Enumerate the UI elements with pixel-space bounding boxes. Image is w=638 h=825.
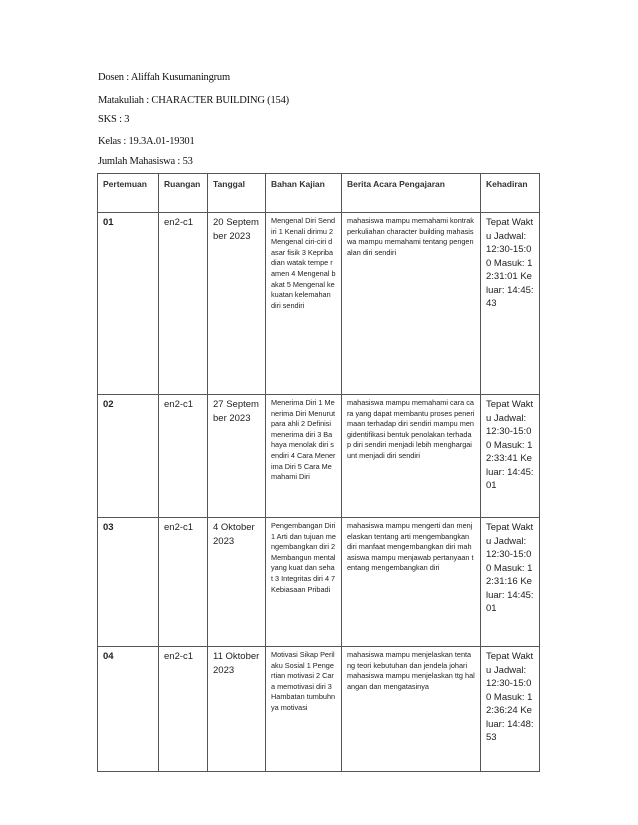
table-row (98, 518, 540, 647)
attendance: Tepat Waktu Jadwal: 12:30-15:00 Masuk: 12:31:01 Keluar: 14:45:43 (481, 213, 540, 395)
class-line: Kelas : 19.3A.01-19301 (98, 136, 195, 147)
lecturer-line: Dosen : Aliffah Kusumaningrum (98, 72, 230, 83)
attendance: Tepat Waktu Jadwal: 12:30-15:00 Masuk: 12:33:41 Keluar: 14:45:01 (481, 395, 540, 518)
study-material: Motivasi Sikap Perilaku Sosial 1 Pengertian motivasi 2 Cara memotivasi diri 3 Hambatan tumbuhnya motivasi (266, 647, 342, 772)
date: 11 Oktober 2023 (208, 647, 266, 772)
room: en2-c1 (159, 395, 208, 518)
table-header-row (98, 174, 540, 213)
session-number: 02 (98, 395, 159, 518)
table-row (98, 213, 540, 395)
session-number: 04 (98, 647, 159, 772)
teaching-report: mahasiswa mampu menjelaskan tentang teori kebutuhan dan jendela johari mahasiswa mampu menjelaskan ttg halangan dan mengatasinya (342, 647, 481, 772)
date: 27 September 2023 (208, 395, 266, 518)
col-ruangan: Ruangan (159, 174, 208, 213)
col-bahan-kajian: Bahan Kajian (266, 174, 342, 213)
study-material: Menerima Diri 1 Menerima Diri Menurut para ahli 2 Definisi menerima diri 3 Bahaya menolak diri sendiri 4 Cara Menerima Diri 5 Cara Memahami Diri (266, 395, 342, 518)
attendance: Tepat Waktu Jadwal: 12:30-15:00 Masuk: 12:36:24 Keluar: 14:48:53 (481, 647, 540, 772)
teaching-report: mahasiswa mampu mengerti dan menjelaskan tentang arti mengembangkan diri manfaat mengembangkan diri mahasiswa mampu menjawab pertanyaan tentang mengembangkan diri (342, 518, 481, 647)
date: 20 September 2023 (208, 213, 266, 395)
attendance-table (97, 173, 540, 772)
room: en2-c1 (159, 213, 208, 395)
table-row (98, 395, 540, 518)
teaching-report: mahasiswa mampu memahami kontrak perkuliahan character building mahasiswa mampu memahami tentang pengenalan diri sendiri (342, 213, 481, 395)
date: 4 Oktober 2023 (208, 518, 266, 647)
attendance: Tepat Waktu Jadwal: 12:30-15:00 Masuk: 12:31:16 Keluar: 14:45:01 (481, 518, 540, 647)
session-number: 01 (98, 213, 159, 395)
study-material: Mengenal Diri Sendiri 1 Kenali dirimu 2 Mengenal ciri-ciri dasar fisik 3 Kepribadian watak tempe ramen 4 Mengenal bakat 5 Mengenal kekuatan kelemahan diri sendiri (266, 213, 342, 395)
teaching-report: mahasiswa mampu memahami cara cara yang dapat membantu proses penerimaan terhadap diri sendiri mampu mengidentifikasi bentuk penolakan terhadap diri sendiri menjadi lebih menghargai unt menjadi diri sendiri (342, 395, 481, 518)
credits-line: SKS : 3 (98, 114, 130, 125)
col-kehadiran: Kehadiran (481, 174, 540, 213)
session-number: 03 (98, 518, 159, 647)
study-material: Pengembangan Diri 1 Arti dan tujuan mengembangkan diri 2 Membangun mental yang kuat dan sehat 3 Integritas diri 4 7 Kebiasaan Pribadi (266, 518, 342, 647)
col-tanggal: Tanggal (208, 174, 266, 213)
table-row (98, 647, 540, 772)
col-berita-acara: Berita Acara Pengajaran (342, 174, 481, 213)
col-pertemuan: Pertemuan (98, 174, 159, 213)
student-count-line: Jumlah Mahasiswa : 53 (98, 156, 193, 167)
room: en2-c1 (159, 647, 208, 772)
room: en2-c1 (159, 518, 208, 647)
course-line: Matakuliah : CHARACTER BUILDING (154) (98, 95, 289, 106)
